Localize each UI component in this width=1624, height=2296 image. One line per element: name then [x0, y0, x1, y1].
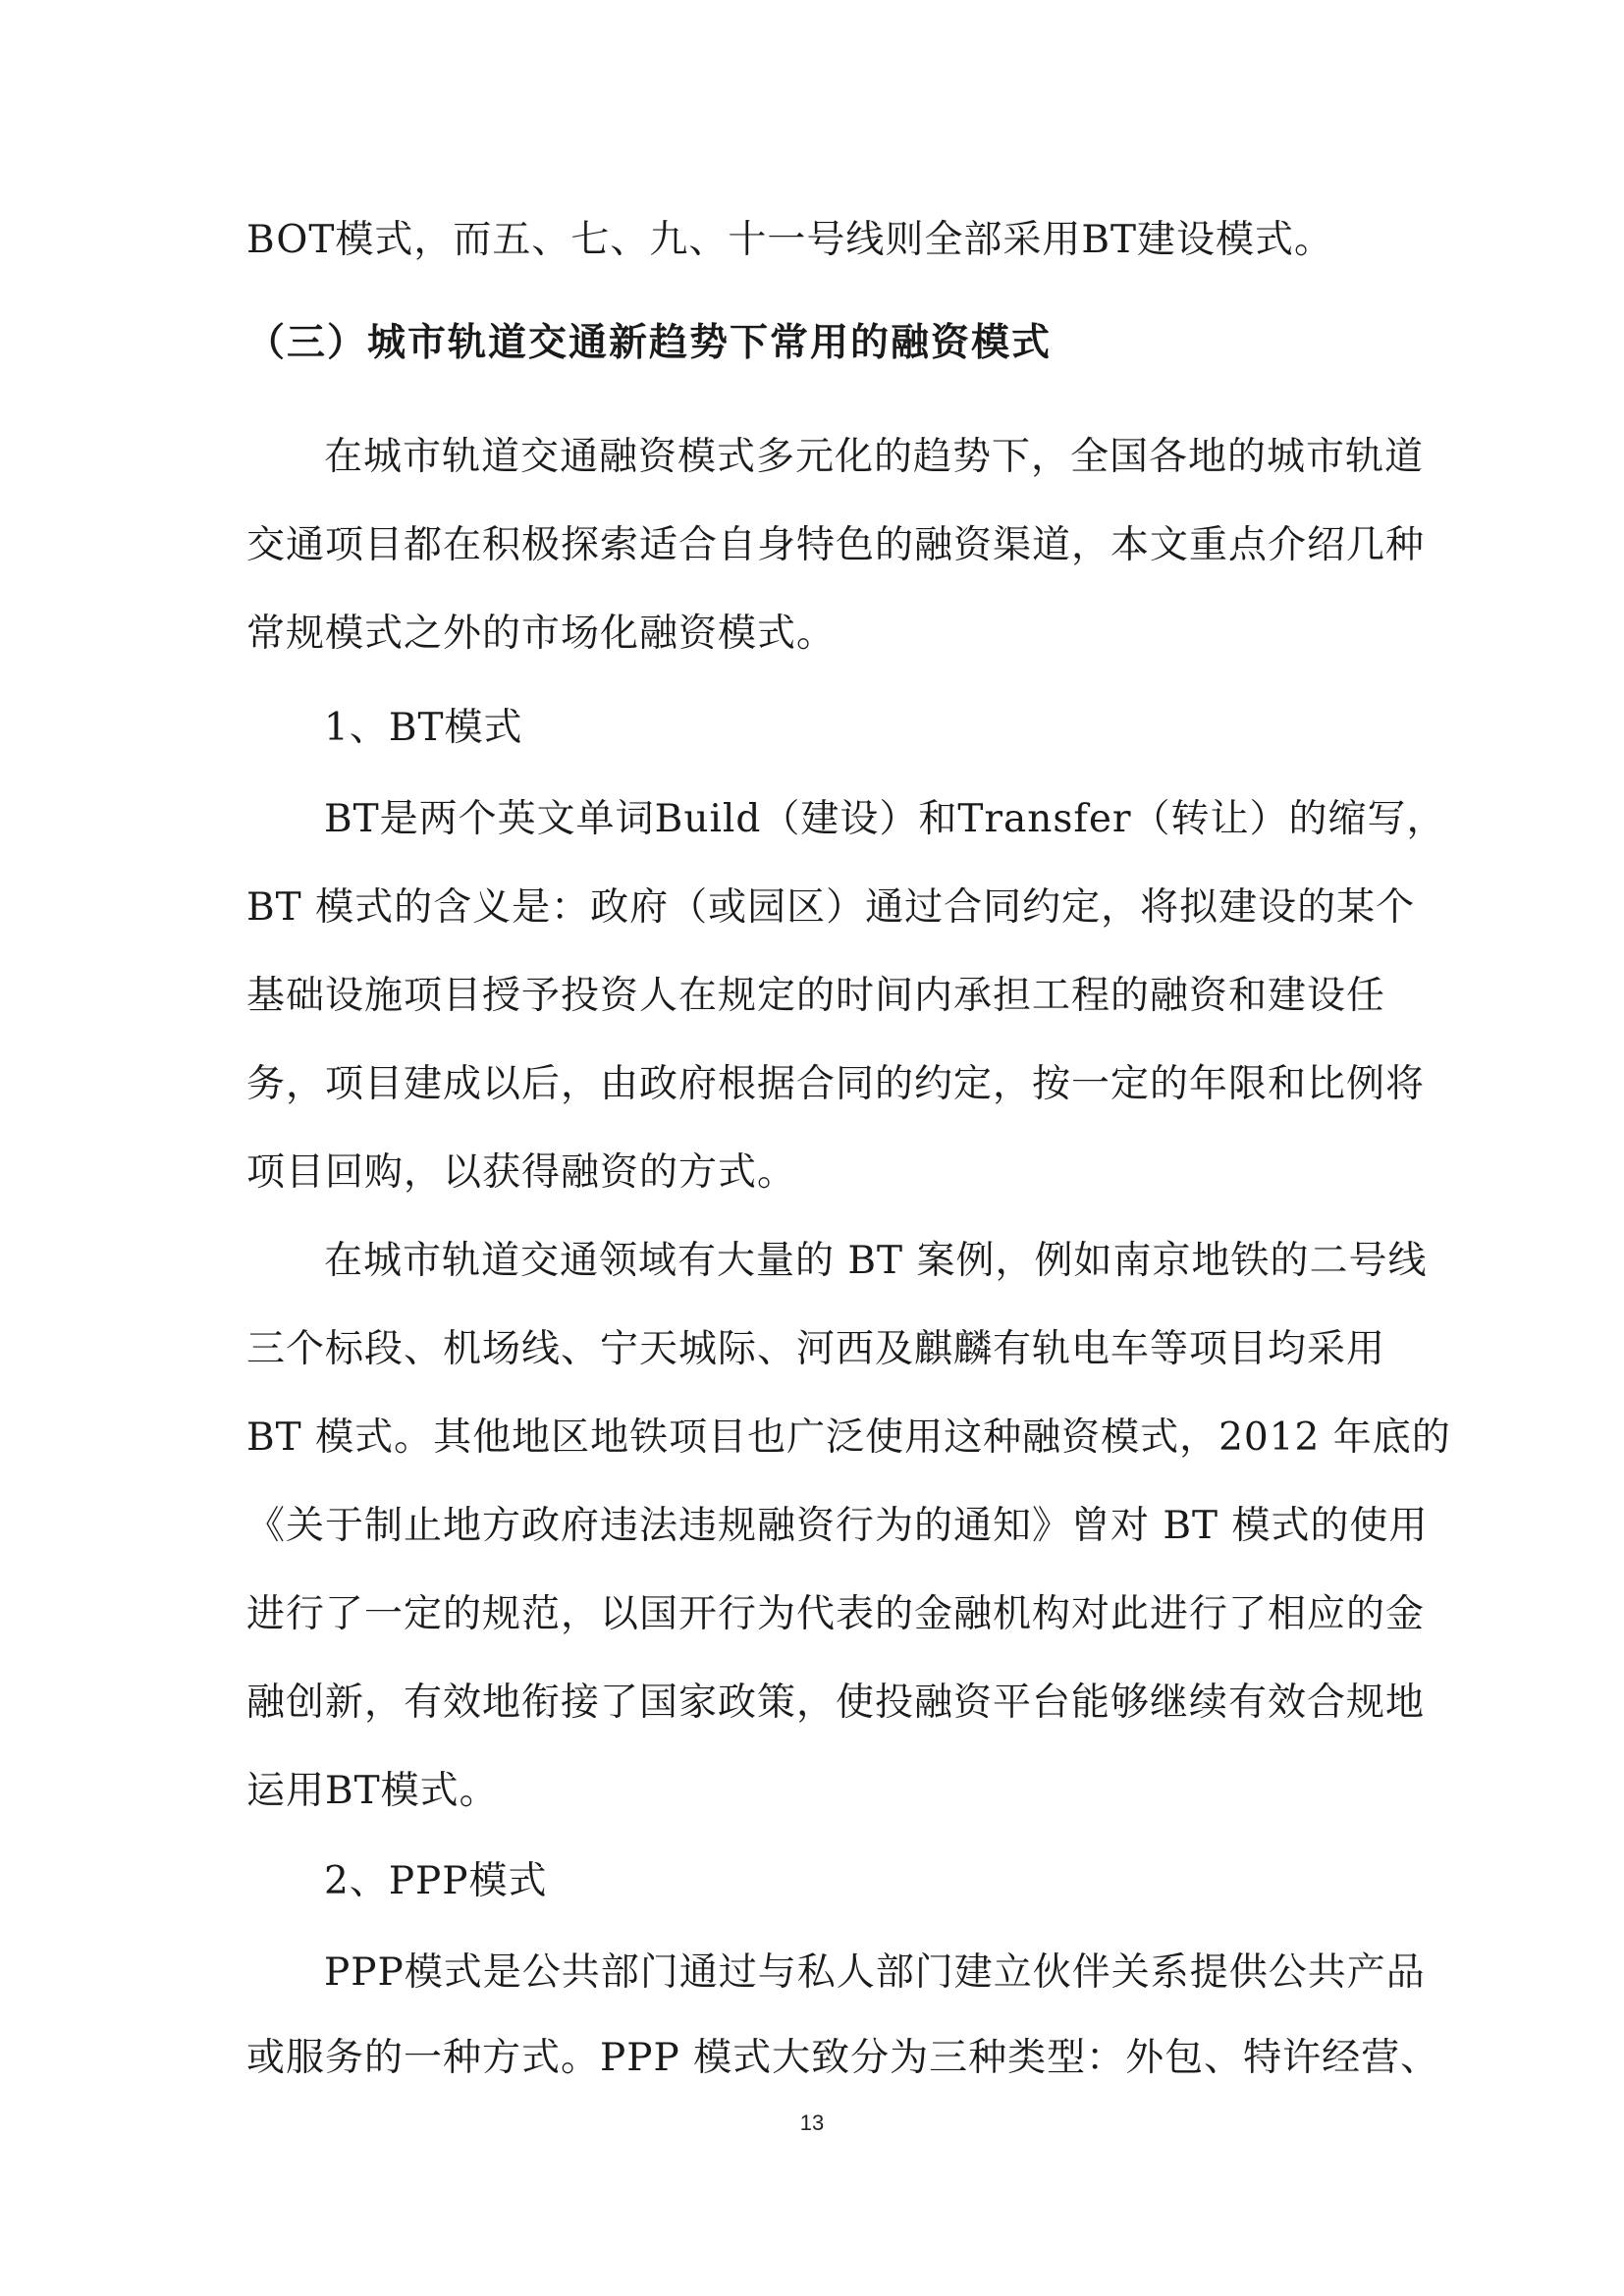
paragraph-line: 务，项目建成以后，由政府根据合同的约定，按一定的年限和比例将: [246, 1062, 1426, 1106]
paragraph-line: 三个标段、机场线、宁天城际、河西及麒麟有轨电车等项目均采用: [246, 1327, 1386, 1371]
paragraph-line: 交通项目都在积极探索适合自身特色的融资渠道，本文重点介绍几种: [246, 523, 1426, 567]
subsection-heading: 2、PPP模式: [324, 1859, 548, 1903]
paragraph-line: BT 模式。其他地区地铁项目也广泛使用这种融资模式，2012 年底的: [246, 1415, 1451, 1460]
paragraph-line: 《关于制止地方政府违法违规融资行为的通知》曾对 BT 模式的使用: [246, 1504, 1429, 1548]
paragraph-line: 融创新，有效地衔接了国家政策，使投融资平台能够继续有效合规地: [246, 1681, 1426, 1725]
paragraph-line: BT是两个英文单词Build（建设）和Transfer（转让）的缩写，: [324, 797, 1446, 841]
paragraph-line: 在城市轨道交通融资模式多元化的趋势下，全国各地的城市轨道: [324, 435, 1425, 479]
paragraph-line: 基础设施项目授予投资人在规定的时间内承担工程的融资和建设任: [246, 974, 1386, 1018]
paragraph-line: 运用BT模式。: [246, 1769, 499, 1813]
paragraph-line: 进行了一定的规范，以国开行为代表的金融机构对此进行了相应的金: [246, 1592, 1426, 1636]
subsection-heading: 1、BT模式: [324, 706, 523, 750]
paragraph-line: 或服务的一种方式。PPP 模式大致分为三种类型：外包、特许经营、: [246, 2036, 1440, 2080]
paragraph-line: 常规模式之外的市场化融资模式。: [246, 612, 837, 656]
paragraph-line: BT 模式的含义是：政府（或园区）通过合同约定，将拟建设的某个: [246, 885, 1416, 930]
section-heading: （三）城市轨道交通新趋势下常用的融资模式: [246, 321, 1053, 365]
paragraph-line: 在城市轨道交通领域有大量的 BT 案例，例如南京地铁的二号线: [324, 1239, 1428, 1283]
paragraph-line: PPP模式是公共部门通过与私人部门建立伙伴关系提供公共产品: [324, 1950, 1426, 1995]
page-number: 13: [799, 2110, 825, 2135]
paragraph-line: BOT模式，而五、七、九、十一号线则全部采用BT建设模式。: [246, 218, 1334, 262]
paragraph-line: 项目回购，以获得融资的方式。: [246, 1150, 797, 1195]
